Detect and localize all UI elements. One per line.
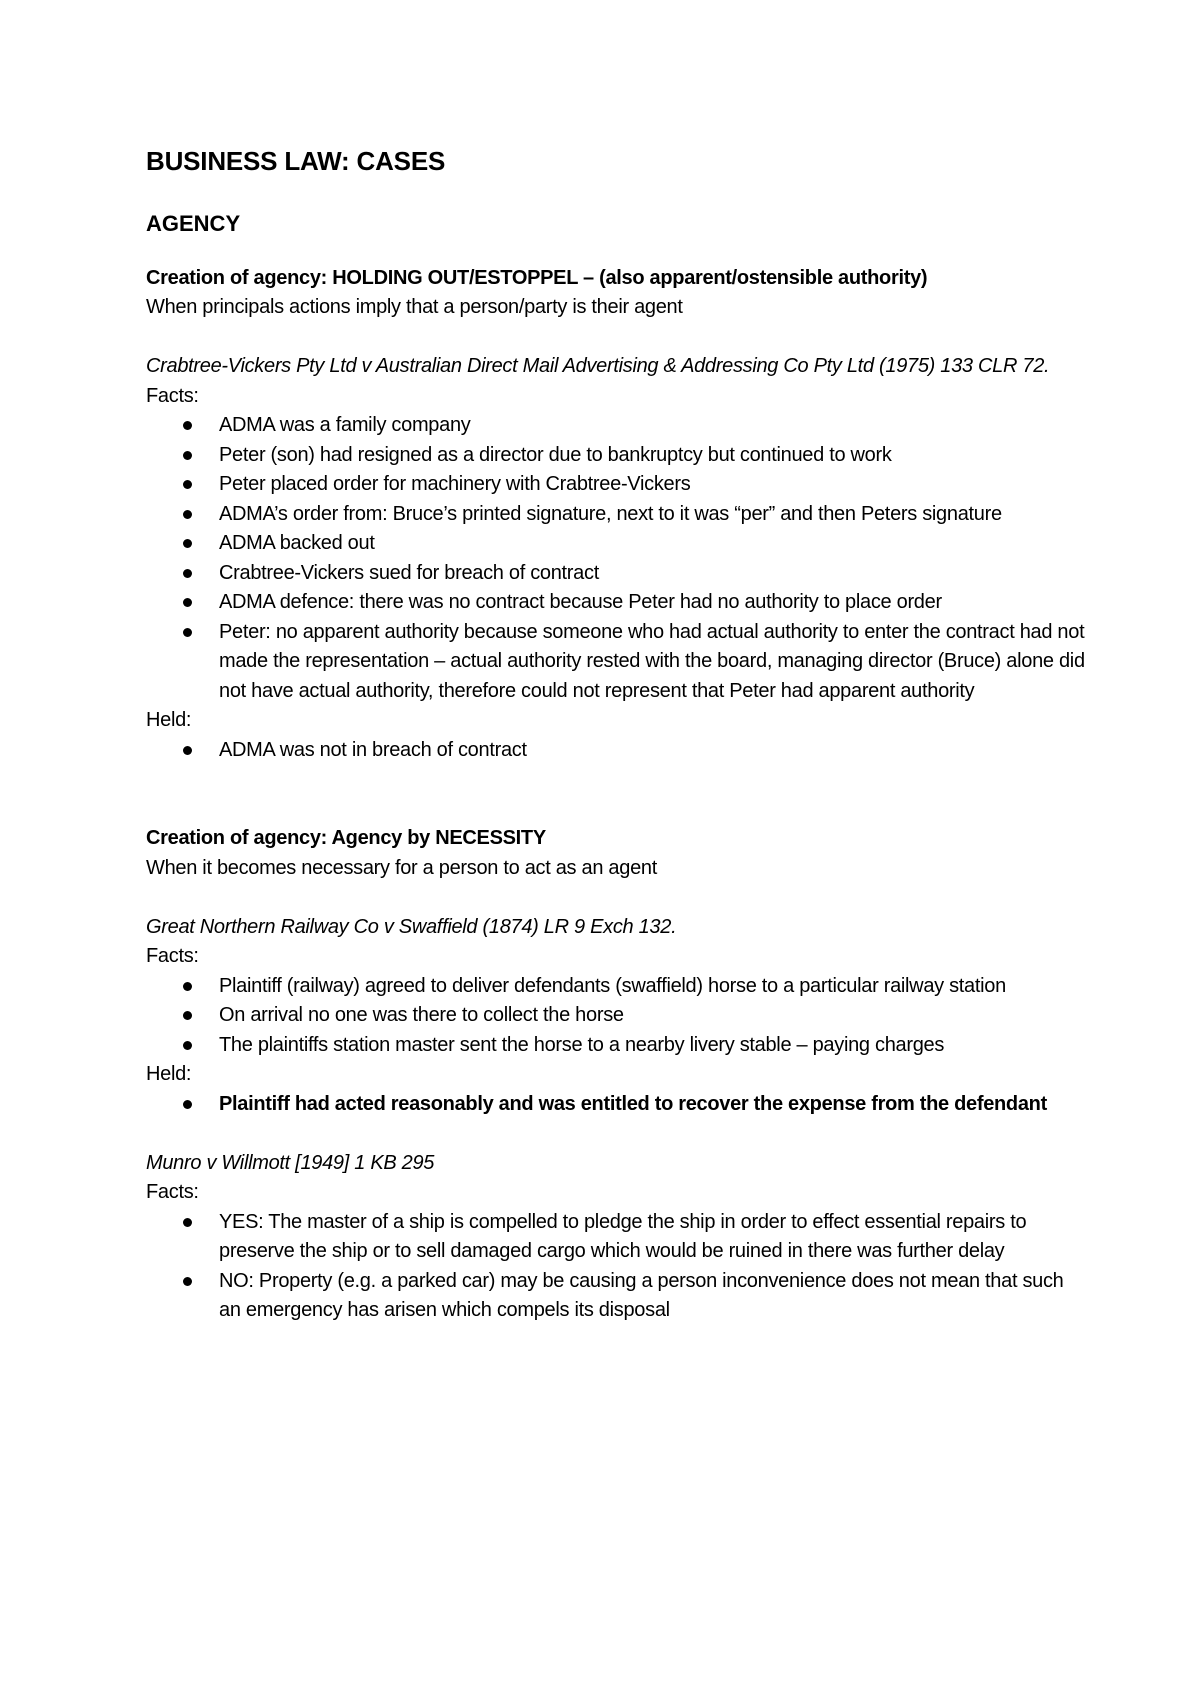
facts-label: Facts:	[146, 384, 199, 407]
bullet-icon	[183, 421, 192, 430]
bullet-icon	[183, 1100, 192, 1109]
list-item: Plaintiff had acted reasonably and was entitled to recover the expense from the defendant	[146, 1090, 1086, 1120]
list-item: ADMA defence: there was no contract because Peter had no authority to place order	[146, 588, 1086, 618]
facts-label: Facts:	[146, 945, 199, 968]
bullet-icon	[183, 539, 192, 548]
list-item: ADMA was a family company	[146, 411, 1086, 441]
list-item: Crabtree-Vickers sued for breach of contract	[146, 559, 1086, 589]
held-list-swaffield	[146, 1090, 1086, 1120]
list-item: ADMA backed out	[146, 529, 1086, 559]
held-label: Held:	[146, 1063, 192, 1086]
facts-list-swaffield	[146, 972, 1086, 1061]
document-title: BUSINESS LAW: CASES	[146, 146, 446, 176]
bullet-icon	[183, 510, 192, 519]
bullet-icon	[183, 569, 192, 578]
case-citation-swaffield: Great Northern Railway Co v Swaffield (1874) LR 9 Exch 132.	[146, 915, 677, 938]
section-title: AGENCY	[146, 211, 241, 237]
bullet-icon	[183, 982, 192, 991]
necessity-description: When it becomes necessary for a person to act as an agent	[146, 856, 657, 879]
necessity-section	[146, 824, 1086, 1326]
bullet-icon	[183, 1277, 192, 1286]
list-item: NO: Property (e.g. a parked car) may be causing a person inconvenience does not mean that such an emergency has arisen which compels its disposal	[146, 1267, 1086, 1326]
bullet-icon	[183, 746, 192, 755]
bullet-icon	[183, 1218, 192, 1227]
holding-out-description: When principals actions imply that a person/party is their agent	[146, 296, 683, 319]
list-item: YES: The master of a ship is compelled to pledge the ship in order to effect essential repairs to preserve the ship or to sell damaged cargo which would be ruined in there was further delay	[146, 1208, 1086, 1267]
facts-list-munro	[146, 1208, 1086, 1326]
list-item: Plaintiff (railway) agreed to deliver defendants (swaffield) horse to a particular railway station	[146, 972, 1086, 1002]
bullet-icon	[183, 1011, 192, 1020]
case-citation-munro: Munro v Willmott [1949] 1 KB 295	[146, 1151, 435, 1174]
list-item: On arrival no one was there to collect the horse	[146, 1001, 1086, 1031]
bullet-icon	[183, 1041, 192, 1050]
held-list-crabtree	[146, 736, 1086, 766]
list-item: Peter (son) had resigned as a director due to bankruptcy but continued to work	[146, 441, 1086, 471]
holding-out-section	[146, 264, 1086, 766]
list-item: Peter: no apparent authority because someone who had actual authority to enter the contract had not made the representation – actual authority rested with the board, managing director (Bruce) alone did not have actual authority, therefore could not represent that Peter had apparent authority	[146, 618, 1086, 707]
list-item: ADMA’s order from: Bruce’s printed signature, next to it was “per” and then Peters signature	[146, 500, 1086, 530]
document-body	[146, 146, 1086, 1326]
held-label: Held:	[146, 709, 192, 732]
facts-label: Facts:	[146, 1181, 199, 1204]
holding-out-heading: Creation of agency: HOLDING OUT/ESTOPPEL – (also apparent/ostensible authority)	[146, 266, 928, 289]
bullet-icon	[183, 598, 192, 607]
list-item: ADMA was not in breach of contract	[146, 736, 1086, 766]
bullet-icon	[183, 451, 192, 460]
facts-list-crabtree	[146, 411, 1086, 706]
necessity-heading: Creation of agency: Agency by NECESSITY	[146, 827, 546, 850]
case-citation-crabtree: Crabtree-Vickers Pty Ltd v Australian Direct Mail Advertising & Addressing Co Pty Ltd (1975) 133 CLR 72.	[146, 355, 1050, 378]
list-item: The plaintiffs station master sent the horse to a nearby livery stable – paying charges	[146, 1031, 1086, 1061]
bullet-icon	[183, 480, 192, 489]
bullet-icon	[183, 628, 192, 637]
list-item: Peter placed order for machinery with Crabtree-Vickers	[146, 470, 1086, 500]
